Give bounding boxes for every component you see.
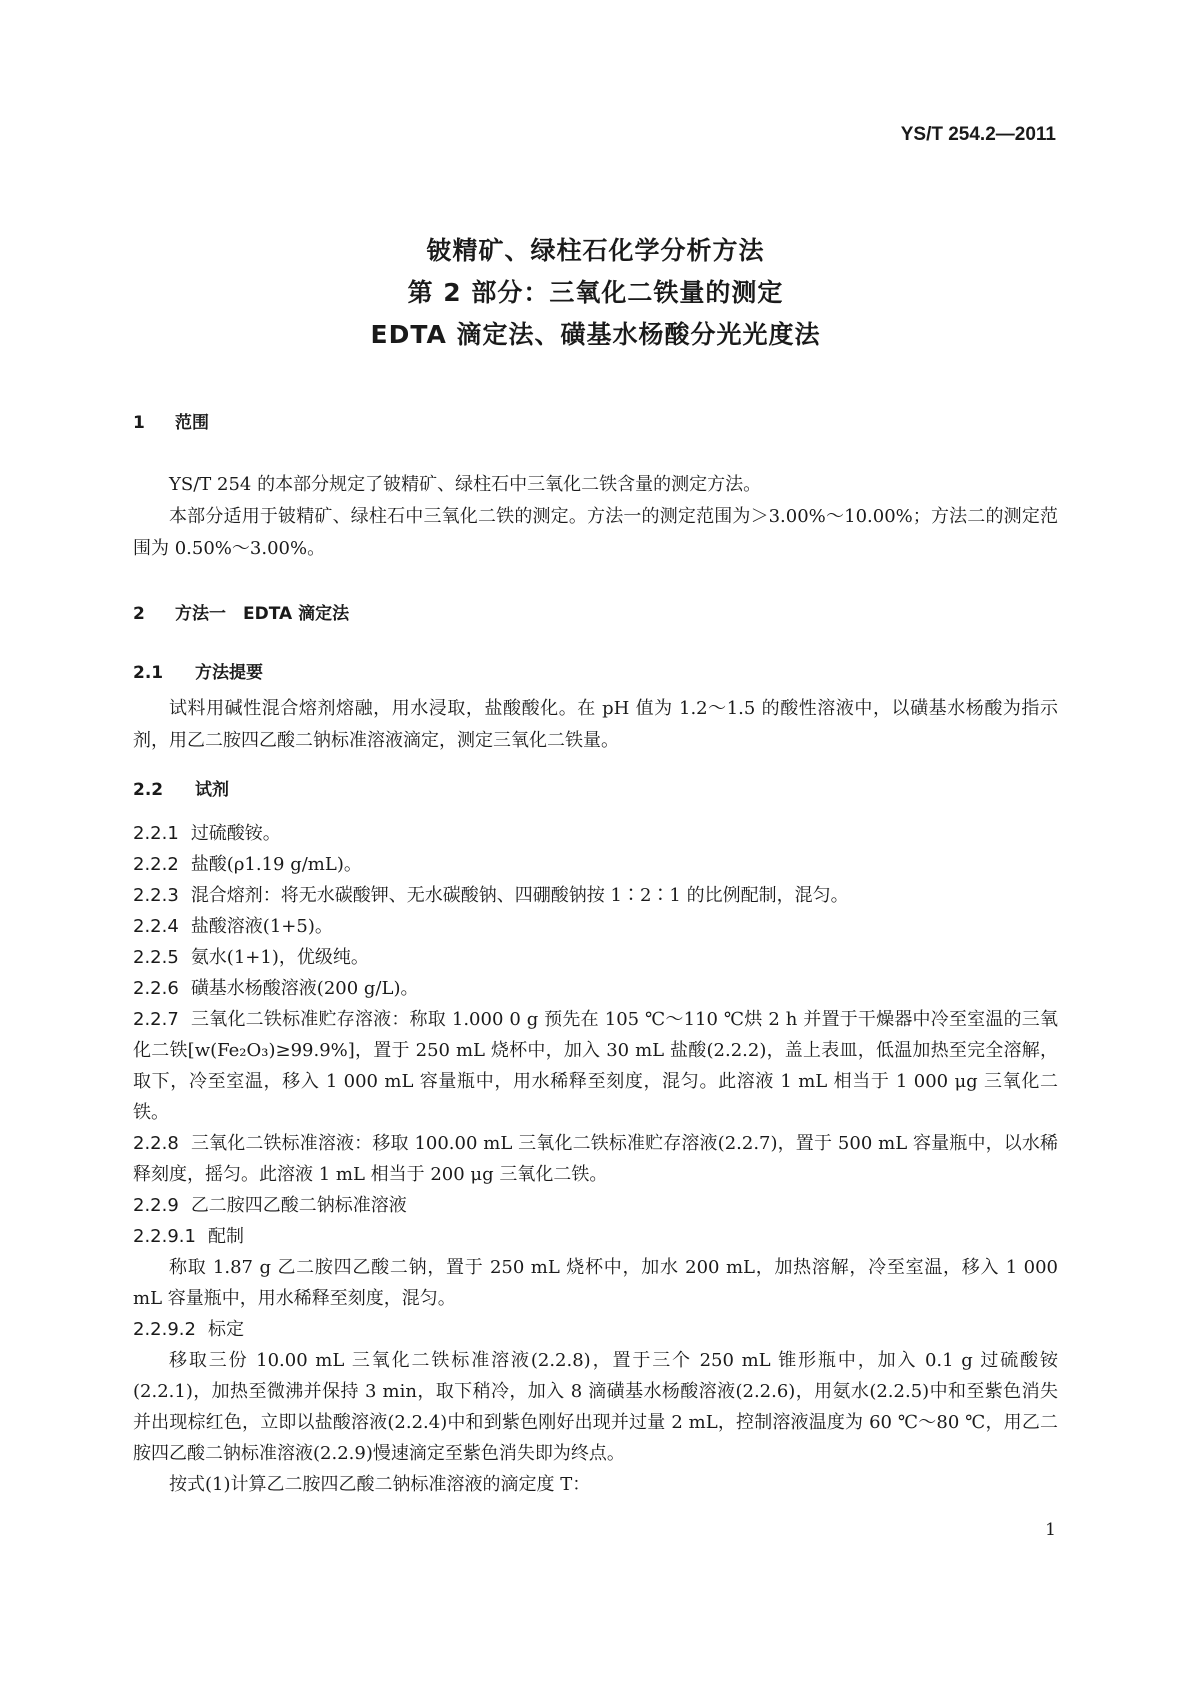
title-line-1: 铍精矿、绿柱石化学分析方法 <box>426 236 765 265</box>
calibration-number: 2.2.9.2 <box>133 1319 196 1340</box>
reagent-text: 磺基水杨酸溶液(200 g/L)。 <box>190 978 419 999</box>
reagent-text: 混合熔剂：将无水碳酸钾、无水碳酸钠、四硼酸钠按 1∶2∶1 的比例配制，混匀。 <box>190 885 849 906</box>
reagent-text: 盐酸溶液(1+5)。 <box>190 916 333 937</box>
reagent-number: 2.2.9.1 <box>133 1226 196 1247</box>
reagent-number: 2.2.7 <box>133 1009 179 1030</box>
reagent-item <box>133 1190 1058 1221</box>
reagent-item <box>133 880 1058 911</box>
reagent-number: 2.2.8 <box>133 1133 179 1154</box>
formula-intro: 按式(1)计算乙二胺四乙酸二钠标准溶液的滴定度 T： <box>169 1474 591 1495</box>
reagent-number: 2.2.9 <box>133 1195 179 1216</box>
section-2-1-heading <box>133 658 1058 683</box>
section-2-1-title: 方法提要 <box>195 663 263 683</box>
document-body <box>133 408 1058 1500</box>
reagent-item <box>133 1004 1058 1128</box>
section-1-title: 范围 <box>175 413 209 433</box>
title-line-2: 第 2 部分：三氧化二铁量的测定 <box>407 278 784 307</box>
reagent-number: 2.2.6 <box>133 978 179 999</box>
section-1-para-2: 本部分适用于铍精矿、绿柱石中三氧化二铁的测定。方法一的测定范围为＞3.00%～10.00%；方法二的测定范围为 0.50%～3.00%。 <box>133 506 1058 559</box>
reagent-text: 过硫酸铵。 <box>190 823 281 844</box>
reagent-item <box>133 818 1058 849</box>
reagent-text: 乙二胺四乙酸二钠标准溶液 <box>190 1195 407 1216</box>
preparation-text: 称取 1.87 g 乙二胺四乙酸二钠，置于 250 mL 烧杯中，加水 200 mL，加热溶解，冷至室温，移入 1 000 mL 容量瓶中，用水稀释至刻度，混匀。 <box>133 1257 1058 1309</box>
section-2-2-heading <box>133 775 1058 800</box>
reagent-number: 2.2.5 <box>133 947 179 968</box>
section-1-number: 1 <box>133 413 145 433</box>
calibration-heading <box>133 1314 1058 1345</box>
reagent-item <box>133 1221 1058 1252</box>
section-2-number: 2 <box>133 604 145 624</box>
section-2-2-number: 2.2 <box>133 780 164 800</box>
reagent-item <box>133 942 1058 973</box>
reagent-text: 配制 <box>207 1226 244 1247</box>
section-2-title: 方法一 EDTA 滴定法 <box>175 604 350 624</box>
reagent-item <box>133 973 1058 1004</box>
reagent-number: 2.2.2 <box>133 854 179 875</box>
standard-number: YS/T 254.2—2011 <box>900 124 1056 145</box>
reagent-text: 三氧化二铁标准贮存溶液：称取 1.000 0 g 预先在 105 ℃～110 ℃烘 2 h 并置于干燥器中冷至室温的三氧化二铁[w(Fe₂O₃)≥99.9%]，置于 250 mL 烧杯中，加入 30 mL 盐酸(2.2.2)，盖上表皿，低温加热至完全溶解，取下，冷至室温，移入 1 000 mL 容量瓶中，用水稀释至刻度，混匀。此溶液 1 mL 相当于 1 000 μg 三氧化二铁。 <box>133 1009 1058 1123</box>
document-title <box>0 230 1191 356</box>
calibration-title: 标定 <box>207 1319 244 1340</box>
reagent-item <box>133 1128 1058 1190</box>
section-2-1-number: 2.1 <box>133 663 164 683</box>
reagent-text: 盐酸(ρ1.19 g/mL)。 <box>190 854 362 875</box>
reagent-item <box>133 911 1058 942</box>
section-1-para-1: YS/T 254 的本部分规定了铍精矿、绿柱石中三氧化二铁含量的测定方法。 <box>169 474 762 495</box>
reagent-number: 2.2.4 <box>133 916 179 937</box>
title-line-3: EDTA 滴定法、磺基水杨酸分光光度法 <box>370 320 821 349</box>
reagent-item <box>133 849 1058 880</box>
page-number: 1 <box>1045 1520 1056 1540</box>
section-2-2-title: 试剂 <box>195 780 229 800</box>
reagent-number: 2.2.1 <box>133 823 179 844</box>
section-2-1-text: 试料用碱性混合熔剂熔融，用水浸取，盐酸酸化。在 pH 值为 1.2～1.5 的酸性溶液中，以磺基水杨酸为指示剂，用乙二胺四乙酸二钠标准溶液滴定，测定三氧化二铁量。 <box>133 698 1058 751</box>
calibration-text: 移取三份 10.00 mL 三氧化二铁标准溶液(2.2.8)，置于三个 250 mL 锥形瓶中，加入 0.1 g 过硫酸铵(2.2.1)，加热至微沸并保持 3 min，取下稍冷，加入 8 滴磺基水杨酸溶液(2.2.6)，用氨水(2.2.5)中和至紫色消失并出现棕红色，立即以盐酸溶液(2.2.4)中和到紫色刚好出现并过量 2 mL，控制溶液温度为 60 ℃～80 ℃，用乙二胺四乙酸二钠标准溶液(2.2.9)慢速滴定至紫色消失即为终点。 <box>133 1350 1058 1464</box>
section-2-heading <box>133 599 1058 624</box>
section-1-heading <box>133 408 1058 433</box>
reagent-text: 氨水(1+1)，优级纯。 <box>190 947 369 968</box>
reagent-text: 三氧化二铁标准溶液：移取 100.00 mL 三氧化二铁标准贮存溶液(2.2.7)，置于 500 mL 容量瓶中，以水稀释刻度，摇匀。此溶液 1 mL 相当于 200 μg 三氧化二铁。 <box>133 1133 1058 1185</box>
reagent-number: 2.2.3 <box>133 885 179 906</box>
